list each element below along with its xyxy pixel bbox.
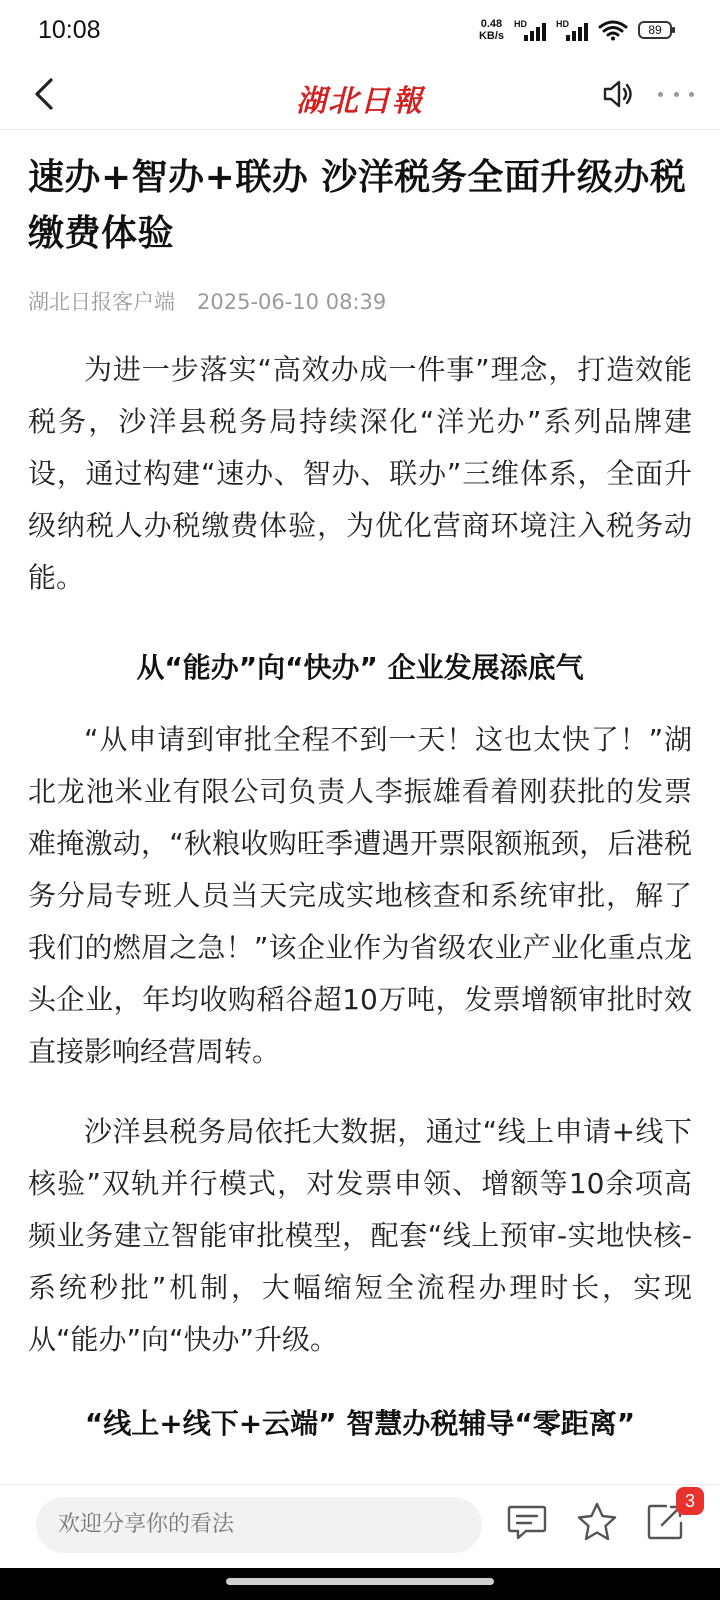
article-paragraph: 沙洋县税务局依托大数据，通过“线上申请+线下核验”双轨并行模式，对发票申领、增额等10余项高频业务建立智能审批模型，配套“线上预审-实地快核-系统秒批”机制，大幅缩短全流程办理时长，实现从“能办”向“快办”升级。 — [28, 1115, 692, 1356]
network-speed — [479, 18, 504, 42]
speaker-icon — [600, 76, 636, 112]
article-datetime: 2025-06-10 08:39 — [197, 290, 387, 314]
article-subheading: “线上+线下+云端” 智慧办税辅导“零距离” — [84, 1407, 636, 1440]
wifi-icon — [598, 19, 628, 41]
signal-sim2-icon — [556, 19, 588, 41]
share-button[interactable] — [642, 1491, 702, 1551]
network-speed-unit: KB/s — [478, 30, 504, 42]
article-paragraph: 为进一步落实“高效办成一件事”理念，打造效能税务，沙洋县税务局持续深化“洋光办”系列品牌建设，通过构建“速办、智办、联办”三维体系，全面升级纳税人办税缴费体验，为优化营商环境注入税务动能。 — [28, 353, 692, 594]
article-subheading: 从“能办”向“快办” 企业发展添底气 — [136, 651, 584, 684]
sim1-hd-label: HD — [514, 19, 527, 29]
article-paragraph: “从申请到审批全程不到一天！这也太快了！”湖北龙池米业有限公司负责人李振雄看着刚获批的发票难掩激动，“秋粮收购旺季遭遇开票限额瓶颈，后港税务分局专班人员当天完成实地核查和系统审批，解了我们的燃眉之急！”该企业作为省级农业产业化重点龙头企业，年均收购稻谷超10万吨，发票增额审批时效直接影响经营周转。 — [28, 723, 692, 1068]
comment-icon[interactable] — [504, 1499, 550, 1545]
status-bar — [0, 0, 720, 62]
home-indicator[interactable] — [226, 1578, 494, 1585]
sim2-hd-label: HD — [556, 19, 569, 29]
article — [28, 150, 692, 1470]
comment-input[interactable] — [36, 1497, 482, 1553]
share-count-badge: 3 — [676, 1487, 704, 1515]
read-aloud-button[interactable] — [600, 76, 636, 112]
newspaper-logo: 湖北日報 — [296, 84, 424, 119]
article-title: 速办+智办+联办 沙洋税务全面升级办税缴费体验 — [28, 157, 687, 254]
article-source: 湖北日报客户端 — [28, 290, 175, 314]
more-dots-icon — [658, 92, 663, 97]
status-time: 10:08 — [38, 16, 101, 44]
signal-sim1-icon — [514, 19, 546, 41]
star-icon[interactable] — [574, 1499, 620, 1545]
more-button[interactable] — [654, 78, 698, 110]
bottom-action-bar — [0, 1484, 720, 1568]
app-header — [0, 62, 720, 130]
status-indicators — [479, 18, 672, 42]
network-speed-value: 0.48 — [480, 18, 503, 30]
battery-icon: 89 — [638, 21, 672, 39]
article-meta — [28, 286, 692, 316]
